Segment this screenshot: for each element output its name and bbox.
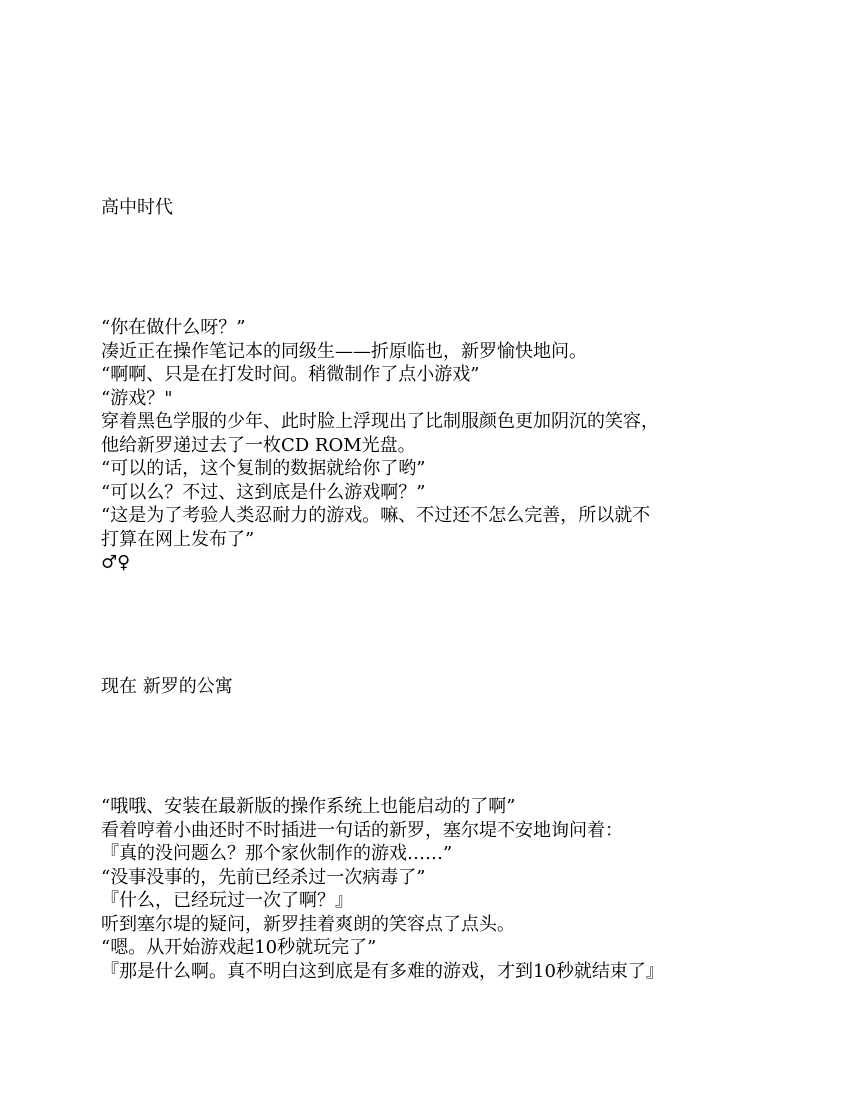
section-body-high-school — [101, 316, 751, 575]
text-line: 打算在网上发布了” — [101, 528, 255, 550]
text-line: 凑近正在操作笔记本的同级生——折原临也，新罗愉快地问。 — [101, 340, 587, 362]
text-line: 『真的没问题么？那个家伙制作的游戏……” — [101, 843, 453, 864]
text-line: “嗯。从开始游戏起10秒就玩完了” — [101, 937, 377, 958]
section-heading-apartment: 现在 新罗的公寓 — [101, 676, 233, 697]
section-body-apartment — [101, 795, 751, 983]
text-line: 他给新罗递过去了一枚CD ROM光盘。 — [101, 434, 416, 456]
text-line: “可以的话，这个复制的数据就给你了哟” — [101, 458, 426, 479]
text-line: 听到塞尔堤的疑问，新罗挂着爽朗的笑容点了点头。 — [101, 913, 515, 935]
text-line: 穿着黑色学服的少年、此时脸上浮现出了比制服颜色更加阴沉的笑容， — [101, 411, 659, 432]
text-line: “你在做什么呀？” — [101, 317, 246, 338]
text-line: “可以么？不过、这到底是什么游戏啊？” — [101, 481, 426, 503]
text-line: 『那是什么啊。真不明白这到底是有多难的游戏，才到10秒就结束了』 — [101, 960, 664, 982]
text-line: “啊啊、只是在打发时间。稍微制作了点小游戏” — [101, 364, 480, 385]
scene-divider-symbols: ♂♀ — [101, 552, 131, 573]
section-heading-high-school: 高中时代 — [101, 197, 173, 218]
text-line: 『什么，已经玩过一次了啊？』 — [101, 890, 353, 911]
text-line: “没事没事的，先前已经杀过一次病毒了” — [101, 866, 426, 888]
text-line: “哦哦、安装在最新版的操作系统上也能启动的了啊” — [101, 796, 516, 817]
text-line: “这是为了考验人类忍耐力的游戏。嘛、不过还不怎么完善，所以就不 — [101, 505, 651, 526]
text-line: 看着哼着小曲还时不时插进一句话的新罗，塞尔堤不安地询问着： — [101, 819, 623, 841]
text-line: “游戏？" — [101, 387, 173, 409]
